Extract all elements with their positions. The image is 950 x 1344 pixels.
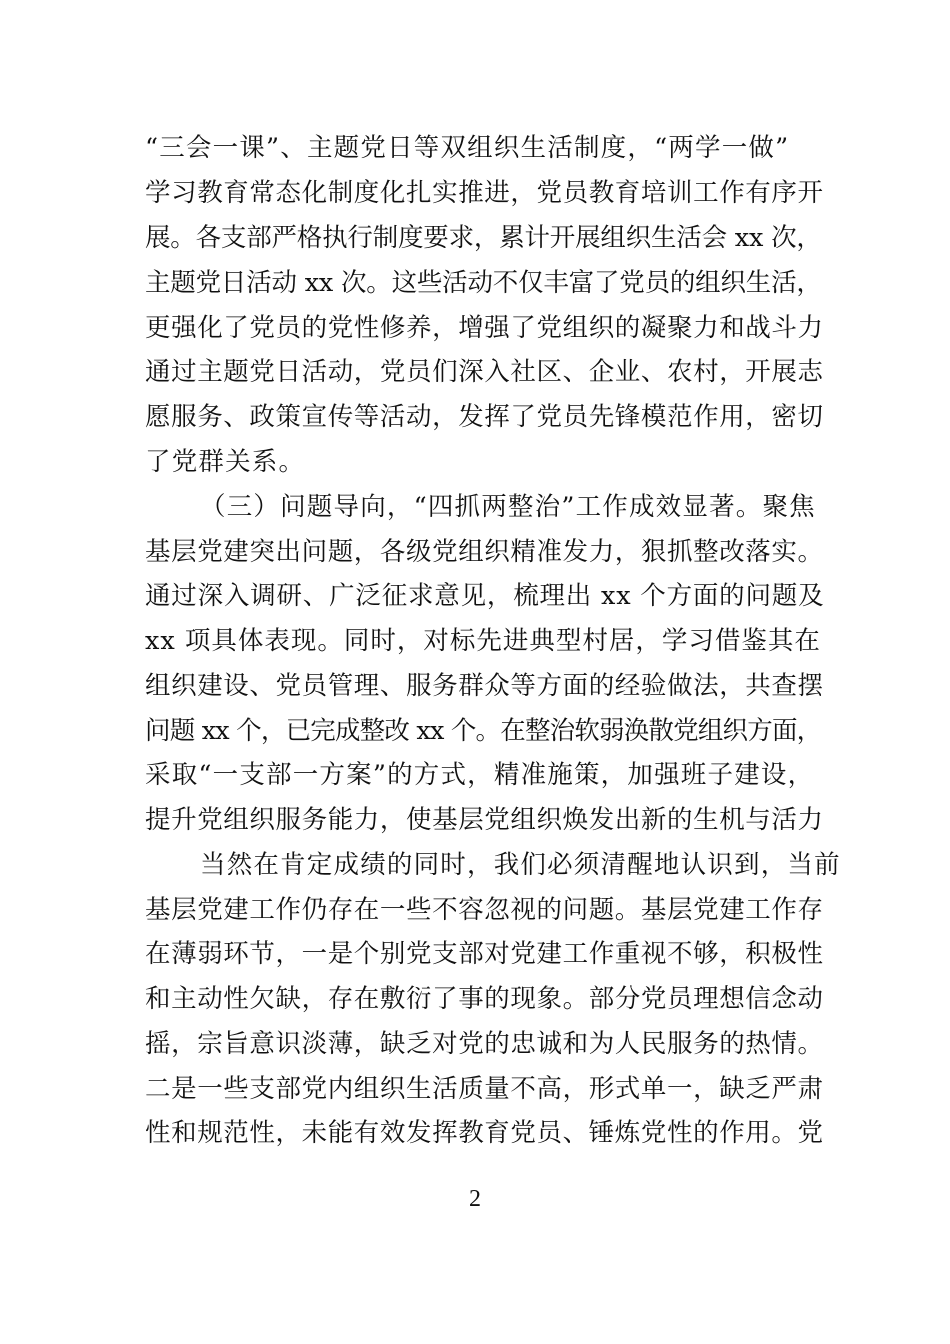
section-heading-line: （三）问题导向，“四抓两整治”工作成效显著。聚焦 (200, 492, 816, 522)
text-line: 和主动性欠缺，存在敷衍了事的现象。部分党员理想信念动 (145, 984, 824, 1014)
text-line: “三会一课”、主题党日等双组织生活制度，“两学一做” (145, 133, 790, 163)
text-line: 在薄弱环节，一是个别党支部对党建工作重视不够，积极性 (145, 939, 824, 969)
text-line: 通过深入调研、广泛征求意见，梳理出 xx 个方面的问题及 (145, 581, 825, 611)
paragraph-first-line: 当然在肯定成绩的同时，我们必须清醒地认识到，当前 (200, 850, 841, 880)
text-line: 性和规范性，未能有效发挥教育党员、锤炼党性的作用。党 (145, 1118, 824, 1148)
text-line: 问题 xx 个，已完成整改 xx 个。在整治软弱涣散党组织方面， (145, 716, 822, 746)
text-line: 提升党组织服务能力，使基层党组织焕发出新的生机与活力 (145, 805, 824, 835)
text-line: 摇，宗旨意识淡薄，缺乏对党的忠诚和为人民服务的热情。 (145, 1029, 824, 1059)
text-line: 更强化了党员的党性修养，增强了党组织的凝聚力和战斗力 (145, 313, 824, 343)
text-line: 展。各支部严格执行制度要求，累计开展组织生活会 xx 次， (145, 223, 822, 253)
text-line: 基层党建工作仍存在一些不容忽视的问题。基层党建工作存 (145, 895, 824, 925)
text-line: 愿服务、政策宣传等活动，发挥了党员先锋模范作用，密切 (145, 402, 824, 432)
text-line: 学习教育常态化制度化扎实推进，党员教育培训工作有序开 (145, 178, 824, 208)
text-line: 了党群关系。 (145, 447, 306, 477)
text-line: 组织建设、党员管理、服务群众等方面的经验做法，共查摆 (145, 671, 824, 701)
text-line: 通过主题党日活动，党员们深入社区、企业、农村，开展志 (145, 357, 824, 387)
text-line: xx 项具体表现。同时，对标先进典型村居，学习借鉴其在 (145, 626, 821, 656)
text-line: 基层党建突出问题，各级党组织精准发力，狠抓整改落实。 (145, 537, 824, 567)
text-line: 主题党日活动 xx 次。这些活动不仅丰富了党员的组织生活， (145, 268, 822, 298)
page-number: 2 (469, 1186, 481, 1212)
text-line: 二是一些支部党内组织生活质量不高，形式单一，缺乏严肃 (145, 1074, 824, 1104)
text-line: 采取“一支部一方案”的方式，精准施策，加强班子建设， (145, 760, 815, 790)
